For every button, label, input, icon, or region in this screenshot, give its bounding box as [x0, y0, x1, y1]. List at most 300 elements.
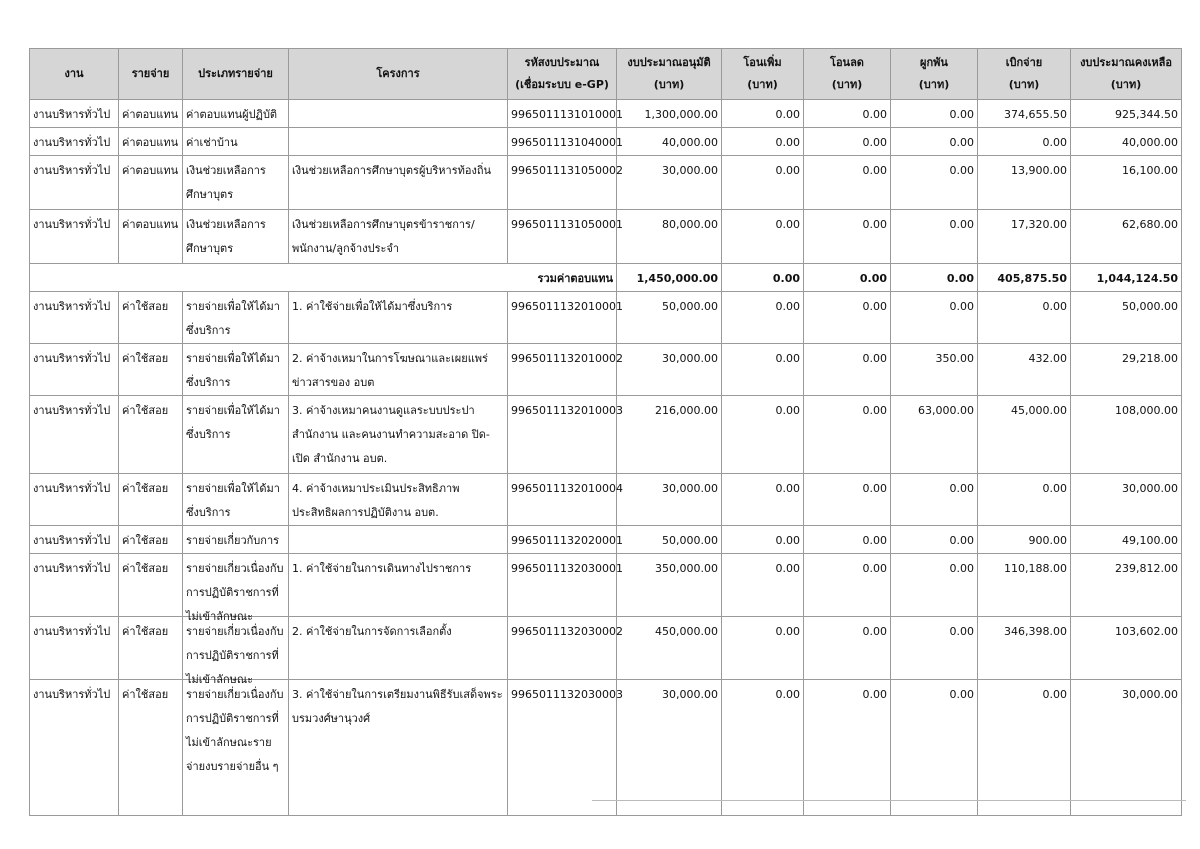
remaining-cell — [1071, 554, 1182, 617]
column-header-unit: (บาท) — [747, 78, 778, 91]
column-header-title: งบประมาณอนุมัติ — [627, 56, 711, 69]
work-cell-text: งานบริหารทั่วไป — [33, 108, 111, 121]
remaining-cell — [1071, 526, 1182, 554]
transfer-out-cell-text: 0.00 — [862, 482, 887, 495]
remaining-cell-text: 16,100.00 — [1122, 164, 1178, 177]
total-row — [30, 264, 1182, 292]
commitment-cell-text: 0.00 — [949, 625, 974, 638]
approved-cell — [617, 554, 722, 617]
approved-cell-text: 40,000.00 — [662, 136, 718, 149]
commitment-cell — [891, 128, 978, 156]
remaining-cell — [1071, 292, 1182, 344]
column-header — [617, 49, 722, 100]
expense-type-cell — [183, 554, 289, 623]
expense-cell-text: ค่าใช้สอย — [122, 404, 169, 417]
column-header-unit: (บาท) — [653, 78, 685, 91]
work-cell — [30, 156, 119, 210]
commitment-cell — [891, 100, 978, 128]
budget-code-cell-text: 9965011132010003 — [511, 404, 623, 417]
expense-type-cell-text: เงินช่วยเหลือการศึกษาบุตร — [186, 218, 266, 255]
work-cell-text: งานบริหารทั่วไป — [33, 625, 111, 638]
work-cell — [30, 100, 119, 128]
approved-cell-text: 30,000.00 — [662, 352, 718, 365]
expense-cell-text: ค่าตอบแทน — [122, 218, 179, 231]
total-disb-cell: 405,875.50 — [978, 264, 1071, 292]
approved-cell — [617, 100, 722, 128]
budget-code-cell-text: 9965011132030001 — [511, 562, 623, 575]
footer-rule — [592, 800, 1186, 801]
disbursed-cell — [978, 680, 1071, 816]
transfer-in-cell-text: 0.00 — [775, 404, 800, 417]
disbursed-cell-text: 0.00 — [1042, 136, 1067, 149]
commitment-cell-text: 0.00 — [949, 562, 974, 575]
transfer-in-cell-text: 0.00 — [775, 562, 800, 575]
transfer-out-cell — [804, 396, 891, 474]
transfer-out-cell — [804, 554, 891, 617]
column-header — [508, 49, 617, 100]
budget-code-cell — [508, 554, 623, 617]
remaining-cell-text: 239,812.00 — [1115, 562, 1178, 575]
disbursed-cell — [978, 292, 1071, 344]
remaining-cell-text: 108,000.00 — [1115, 404, 1178, 417]
expense-cell — [119, 680, 183, 816]
remaining-cell — [1071, 474, 1182, 526]
work-cell — [30, 396, 119, 474]
transfer-out-cell-text: 0.00 — [862, 562, 887, 575]
commitment-cell — [891, 526, 978, 554]
expense-type-cell — [183, 526, 289, 554]
disbursed-cell — [978, 128, 1071, 156]
table-row — [30, 526, 1182, 554]
column-header — [804, 49, 891, 100]
budget-code-cell — [508, 396, 623, 474]
expense-type-cell-text: ค่าเช่าบ้าน — [186, 136, 238, 149]
expense-type-cell-text: รายจ่ายเกี่ยวเนื่องกับการปฏิบัติราชการที่ไม่เข้าลักษณะรายจ่ายงบรายจ่ายอื่น ๆ — [186, 688, 284, 773]
work-cell — [30, 292, 119, 344]
work-cell-text: งานบริหารทั่วไป — [33, 482, 111, 495]
expense-cell — [119, 344, 183, 396]
transfer-out-cell — [804, 680, 891, 816]
column-header — [30, 49, 119, 100]
transfer-in-cell-text: 0.00 — [775, 108, 800, 121]
table-row — [30, 156, 1182, 210]
transfer-in-cell-text: 0.00 — [775, 300, 800, 313]
commitment-cell — [891, 396, 978, 474]
project-cell-text: 4. ค่าจ้างเหมาประเมินประสิทธิภาพประสิทธิผลการปฏิบัติงาน อบต. — [292, 482, 460, 519]
budget-code-cell-text: 9965011131050001 — [511, 218, 623, 231]
table-row — [30, 396, 1182, 474]
disbursed-cell-text: 0.00 — [1042, 300, 1067, 313]
total-label: รวมค่าตอบแทน — [30, 264, 617, 292]
transfer-in-cell — [722, 554, 804, 617]
transfer-in-cell-text: 0.00 — [775, 136, 800, 149]
remaining-cell-text: 29,218.00 — [1122, 352, 1178, 365]
expense-type-cell-text: รายจ่ายเกี่ยวเนื่องกับการปฏิบัติราชการที่ไม่เข้าลักษณะ — [186, 562, 284, 623]
table-row — [30, 292, 1182, 344]
remaining-cell — [1071, 100, 1182, 128]
total-approved-cell: 1,450,000.00 — [617, 264, 722, 292]
budget-code-cell — [508, 292, 623, 344]
column-header — [119, 49, 183, 100]
budget-code-cell — [508, 210, 623, 264]
expense-type-cell-text: ค่าตอบแทนผู้ปฏิบัติ — [186, 108, 278, 121]
project-cell-text: เงินช่วยเหลือการศึกษาบุตรผู้บริหารท้องถิ่น — [292, 164, 492, 177]
expense-type-cell-text: เงินช่วยเหลือการศึกษาบุตร — [186, 164, 266, 201]
commitment-cell — [891, 344, 978, 396]
transfer-out-cell-text: 0.00 — [862, 218, 887, 231]
approved-cell — [617, 128, 722, 156]
approved-cell-text: 30,000.00 — [662, 164, 718, 177]
approved-cell — [617, 526, 722, 554]
remaining-cell-text: 103,602.00 — [1115, 625, 1178, 638]
transfer-in-cell — [722, 344, 804, 396]
work-cell — [30, 526, 119, 554]
expense-type-cell — [183, 680, 289, 816]
column-header — [891, 49, 978, 100]
transfer-out-cell-text: 0.00 — [862, 352, 887, 365]
project-cell-text: 1. ค่าใช้จ่ายเพื่อให้ได้มาซึ่งบริการ — [292, 300, 453, 313]
budget-code-cell — [508, 128, 623, 156]
commitment-cell — [891, 474, 978, 526]
column-header — [978, 49, 1071, 100]
project-cell — [289, 210, 508, 264]
expense-cell-text: ค่าใช้สอย — [122, 352, 169, 365]
column-header — [183, 49, 289, 100]
expense-type-cell-text: รายจ่ายเพื่อให้ได้มาซึ่งบริการ — [186, 404, 280, 441]
expense-cell-text: ค่าตอบแทน — [122, 108, 179, 121]
column-header-title: ผูกพัน — [920, 56, 948, 69]
expense-type-cell — [183, 128, 289, 156]
project-cell — [289, 554, 508, 617]
work-cell-text: งานบริหารทั่วไป — [33, 562, 111, 575]
table-row — [30, 100, 1182, 128]
disbursed-cell-text: 374,655.50 — [1004, 108, 1067, 121]
total-commit-cell: 0.00 — [891, 264, 978, 292]
work-cell-text: งานบริหารทั่วไป — [33, 352, 111, 365]
total-add-cell: 0.00 — [722, 264, 804, 292]
expense-cell — [119, 292, 183, 344]
disbursed-cell — [978, 617, 1071, 680]
expense-cell — [119, 554, 183, 617]
transfer-in-cell-text: 0.00 — [775, 625, 800, 638]
approved-cell — [617, 210, 722, 264]
budget-code-cell-text: 9965011132010002 — [511, 352, 623, 365]
approved-cell-text: 30,000.00 — [662, 482, 718, 495]
work-cell — [30, 474, 119, 526]
commitment-cell — [891, 292, 978, 344]
commitment-cell — [891, 680, 978, 816]
disbursed-cell — [978, 344, 1071, 396]
work-cell — [30, 128, 119, 156]
project-cell — [289, 128, 508, 156]
expense-cell-text: ค่าตอบแทน — [122, 136, 179, 149]
transfer-in-cell — [722, 210, 804, 264]
transfer-out-cell — [804, 100, 891, 128]
commitment-cell-text: 0.00 — [949, 688, 974, 701]
budget-code-cell-text: 9965011131010001 — [511, 108, 623, 121]
expense-type-cell — [183, 156, 289, 210]
commitment-cell-text: 0.00 — [949, 136, 974, 149]
remaining-cell-text: 30,000.00 — [1122, 688, 1178, 701]
table-row — [30, 474, 1182, 526]
project-cell-text: 3. ค่าใช้จ่ายในการเตรียมงานพิธีรับเสด็จพระบรมวงศ์ษานุวงศ์ — [292, 688, 503, 725]
remaining-cell — [1071, 156, 1182, 210]
work-cell-text: งานบริหารทั่วไป — [33, 300, 111, 313]
transfer-out-cell — [804, 128, 891, 156]
expense-type-cell — [183, 210, 289, 264]
budget-table — [29, 48, 1182, 816]
transfer-out-cell — [804, 526, 891, 554]
disbursed-cell — [978, 100, 1071, 128]
disbursed-cell — [978, 526, 1071, 554]
remaining-cell-text: 925,344.50 — [1115, 108, 1178, 121]
budget-code-cell — [508, 617, 623, 680]
remaining-cell-text: 40,000.00 — [1122, 136, 1178, 149]
transfer-out-cell-text: 0.00 — [862, 136, 887, 149]
approved-cell-text: 30,000.00 — [662, 688, 718, 701]
approved-cell-text: 450,000.00 — [655, 625, 718, 638]
disbursed-cell-text: 0.00 — [1042, 482, 1067, 495]
expense-type-cell-text: รายจ่ายเกี่ยวเนื่องกับการปฏิบัติราชการที่ไม่เข้าลักษณะ — [186, 625, 284, 686]
total-sub-cell: 0.00 — [804, 264, 891, 292]
approved-cell-text: 80,000.00 — [662, 218, 718, 231]
commitment-cell-text: 350.00 — [935, 352, 974, 365]
transfer-out-cell-text: 0.00 — [862, 164, 887, 177]
commitment-cell-text: 0.00 — [949, 164, 974, 177]
column-header-title: รหัสงบประมาณ — [524, 56, 600, 69]
project-cell — [289, 617, 508, 680]
project-cell — [289, 100, 508, 128]
column-header — [1071, 49, 1182, 100]
approved-cell — [617, 344, 722, 396]
transfer-in-cell — [722, 292, 804, 344]
budget-code-cell-text: 9965011132010001 — [511, 300, 623, 313]
expense-cell — [119, 128, 183, 156]
column-header-title: โครงการ — [376, 67, 420, 80]
expense-cell-text: ค่าใช้สอย — [122, 482, 169, 495]
approved-cell — [617, 156, 722, 210]
remaining-cell — [1071, 396, 1182, 474]
project-cell-text: 3. ค่าจ้างเหมาคนงานดูแลระบบประปาสำนักงาน และคนงานทำความสะอาด ปิด-เปิด สำนักงาน อบต. — [292, 404, 490, 465]
budget-code-cell-text: 9965011132030002 — [511, 625, 623, 638]
column-header-title: เบิกจ่าย — [1005, 56, 1043, 69]
table-row — [30, 344, 1182, 396]
expense-type-cell — [183, 396, 289, 474]
expense-cell — [119, 100, 183, 128]
transfer-out-cell-text: 0.00 — [862, 688, 887, 701]
work-cell-text: งานบริหารทั่วไป — [33, 534, 111, 547]
transfer-in-cell — [722, 680, 804, 816]
disbursed-cell-text: 45,000.00 — [1011, 404, 1067, 417]
disbursed-cell-text: 900.00 — [1028, 534, 1067, 547]
column-header-unit: (บาท) — [1008, 78, 1040, 91]
transfer-in-cell — [722, 396, 804, 474]
commitment-cell-text: 0.00 — [949, 218, 974, 231]
column-header-unit: (บาท) — [1110, 78, 1142, 91]
table-row — [30, 617, 1182, 680]
project-cell-text: 2. ค่าจ้างเหมาในการโฆษณาและเผยแพร่ข่าวสารของ อบต — [292, 352, 488, 389]
work-cell-text: งานบริหารทั่วไป — [33, 136, 111, 149]
transfer-in-cell — [722, 526, 804, 554]
project-cell — [289, 474, 508, 526]
commitment-cell-text: 0.00 — [949, 300, 974, 313]
expense-type-cell — [183, 344, 289, 396]
remaining-cell — [1071, 680, 1182, 816]
column-header-title: รายจ่าย — [131, 67, 170, 80]
remaining-cell-text: 30,000.00 — [1122, 482, 1178, 495]
approved-cell-text: 50,000.00 — [662, 300, 718, 313]
transfer-out-cell-text: 0.00 — [862, 534, 887, 547]
project-cell — [289, 156, 508, 210]
budget-code-cell — [508, 474, 623, 526]
total-remain-cell: 1,044,124.50 — [1071, 264, 1182, 292]
transfer-out-cell-text: 0.00 — [862, 625, 887, 638]
expense-type-cell — [183, 474, 289, 526]
expense-cell-text: ค่าใช้สอย — [122, 688, 169, 701]
transfer-out-cell — [804, 292, 891, 344]
budget-code-cell — [508, 156, 623, 210]
transfer-in-cell-text: 0.00 — [775, 352, 800, 365]
column-header-title: โอนเพิ่ม — [743, 56, 782, 69]
transfer-out-cell — [804, 344, 891, 396]
column-header-title: โอนลด — [830, 56, 864, 69]
table-row — [30, 210, 1182, 264]
project-cell — [289, 526, 508, 554]
budget-code-cell-text: 9965011132030003 — [511, 688, 623, 701]
budget-code-cell — [508, 100, 623, 128]
approved-cell-text: 350,000.00 — [655, 562, 718, 575]
expense-type-cell — [183, 100, 289, 128]
column-header-unit: (บาท) — [831, 78, 863, 91]
column-header-title: งาน — [64, 67, 84, 80]
approved-cell-text: 50,000.00 — [662, 534, 718, 547]
commitment-cell — [891, 210, 978, 264]
budget-code-cell-text: 9965011131050002 — [511, 164, 623, 177]
commitment-cell-text: 0.00 — [949, 482, 974, 495]
project-cell — [289, 344, 508, 396]
transfer-in-cell-text: 0.00 — [775, 164, 800, 177]
work-cell — [30, 617, 119, 680]
expense-type-cell-text: รายจ่ายเพื่อให้ได้มาซึ่งบริการ — [186, 352, 280, 389]
disbursed-cell-text: 17,320.00 — [1011, 218, 1067, 231]
disbursed-cell — [978, 396, 1071, 474]
expense-type-cell-text: รายจ่ายเพื่อให้ได้มาซึ่งบริการ — [186, 482, 280, 519]
transfer-out-cell-text: 0.00 — [862, 300, 887, 313]
project-cell — [289, 396, 508, 474]
disbursed-cell — [978, 156, 1071, 210]
remaining-cell — [1071, 128, 1182, 156]
work-cell — [30, 680, 119, 816]
work-cell-text: งานบริหารทั่วไป — [33, 404, 111, 417]
table-header-row — [30, 49, 1182, 100]
disbursed-cell-text: 13,900.00 — [1011, 164, 1067, 177]
disbursed-cell — [978, 554, 1071, 617]
commitment-cell-text: 63,000.00 — [918, 404, 974, 417]
transfer-in-cell — [722, 128, 804, 156]
commitment-cell-text: 0.00 — [949, 534, 974, 547]
work-cell — [30, 210, 119, 264]
project-cell — [289, 680, 508, 816]
expense-type-cell-text: รายจ่ายเพื่อให้ได้มาซึ่งบริการ — [186, 300, 280, 337]
approved-cell — [617, 474, 722, 526]
work-cell-text: งานบริหารทั่วไป — [33, 688, 111, 701]
expense-cell — [119, 396, 183, 474]
project-cell — [289, 292, 508, 344]
transfer-out-cell-text: 0.00 — [862, 108, 887, 121]
remaining-cell-text: 62,680.00 — [1122, 218, 1178, 231]
budget-code-cell-text: 9965011132010004 — [511, 482, 623, 495]
commitment-cell-text: 0.00 — [949, 108, 974, 121]
expense-cell — [119, 474, 183, 526]
transfer-in-cell — [722, 617, 804, 680]
table-row — [30, 680, 1182, 816]
expense-cell-text: ค่าใช้สอย — [122, 534, 169, 547]
expense-cell-text: ค่าใช้สอย — [122, 300, 169, 313]
table-row — [30, 554, 1182, 617]
work-cell-text: งานบริหารทั่วไป — [33, 164, 111, 177]
column-header-title: งบประมาณคงเหลือ — [1080, 56, 1172, 69]
project-cell-text: 1. ค่าใช้จ่ายในการเดินทางไปราชการ — [292, 562, 472, 575]
remaining-cell — [1071, 210, 1182, 264]
transfer-in-cell — [722, 100, 804, 128]
commitment-cell — [891, 554, 978, 617]
work-cell — [30, 344, 119, 396]
expense-cell — [119, 526, 183, 554]
disbursed-cell-text: 110,188.00 — [1004, 562, 1067, 575]
remaining-cell — [1071, 344, 1182, 396]
remaining-cell — [1071, 617, 1182, 680]
transfer-in-cell — [722, 474, 804, 526]
expense-cell-text: ค่าตอบแทน — [122, 164, 179, 177]
transfer-in-cell-text: 0.00 — [775, 688, 800, 701]
remaining-cell-text: 49,100.00 — [1122, 534, 1178, 547]
commitment-cell — [891, 617, 978, 680]
transfer-out-cell — [804, 156, 891, 210]
approved-cell — [617, 396, 722, 474]
expense-cell — [119, 617, 183, 680]
transfer-in-cell — [722, 156, 804, 210]
table-row — [30, 128, 1182, 156]
approved-cell-text: 216,000.00 — [655, 404, 718, 417]
transfer-out-cell — [804, 210, 891, 264]
commitment-cell — [891, 156, 978, 210]
column-header-unit: (เชื่อมระบบ e-GP) — [515, 78, 609, 91]
transfer-in-cell-text: 0.00 — [775, 482, 800, 495]
project-cell-text: 2. ค่าใช้จ่ายในการจัดการเลือกตั้ง — [292, 625, 452, 638]
budget-code-cell — [508, 526, 623, 554]
work-cell-text: งานบริหารทั่วไป — [33, 218, 111, 231]
approved-cell-text: 1,300,000.00 — [644, 108, 718, 121]
column-header — [722, 49, 804, 100]
transfer-out-cell — [804, 617, 891, 680]
transfer-in-cell-text: 0.00 — [775, 218, 800, 231]
transfer-out-cell — [804, 474, 891, 526]
expense-type-cell — [183, 617, 289, 686]
column-header-title: ประเภทรายจ่าย — [198, 67, 273, 80]
transfer-in-cell-text: 0.00 — [775, 534, 800, 547]
approved-cell — [617, 292, 722, 344]
expense-cell-text: ค่าใช้สอย — [122, 562, 169, 575]
remaining-cell-text: 50,000.00 — [1122, 300, 1178, 313]
budget-code-cell-text: 9965011131040001 — [511, 136, 623, 149]
transfer-out-cell-text: 0.00 — [862, 404, 887, 417]
approved-cell — [617, 680, 722, 816]
column-header-unit: (บาท) — [918, 78, 950, 91]
disbursed-cell-text: 346,398.00 — [1004, 625, 1067, 638]
expense-type-cell — [183, 292, 289, 344]
work-cell — [30, 554, 119, 617]
disbursed-cell-text: 0.00 — [1042, 688, 1067, 701]
